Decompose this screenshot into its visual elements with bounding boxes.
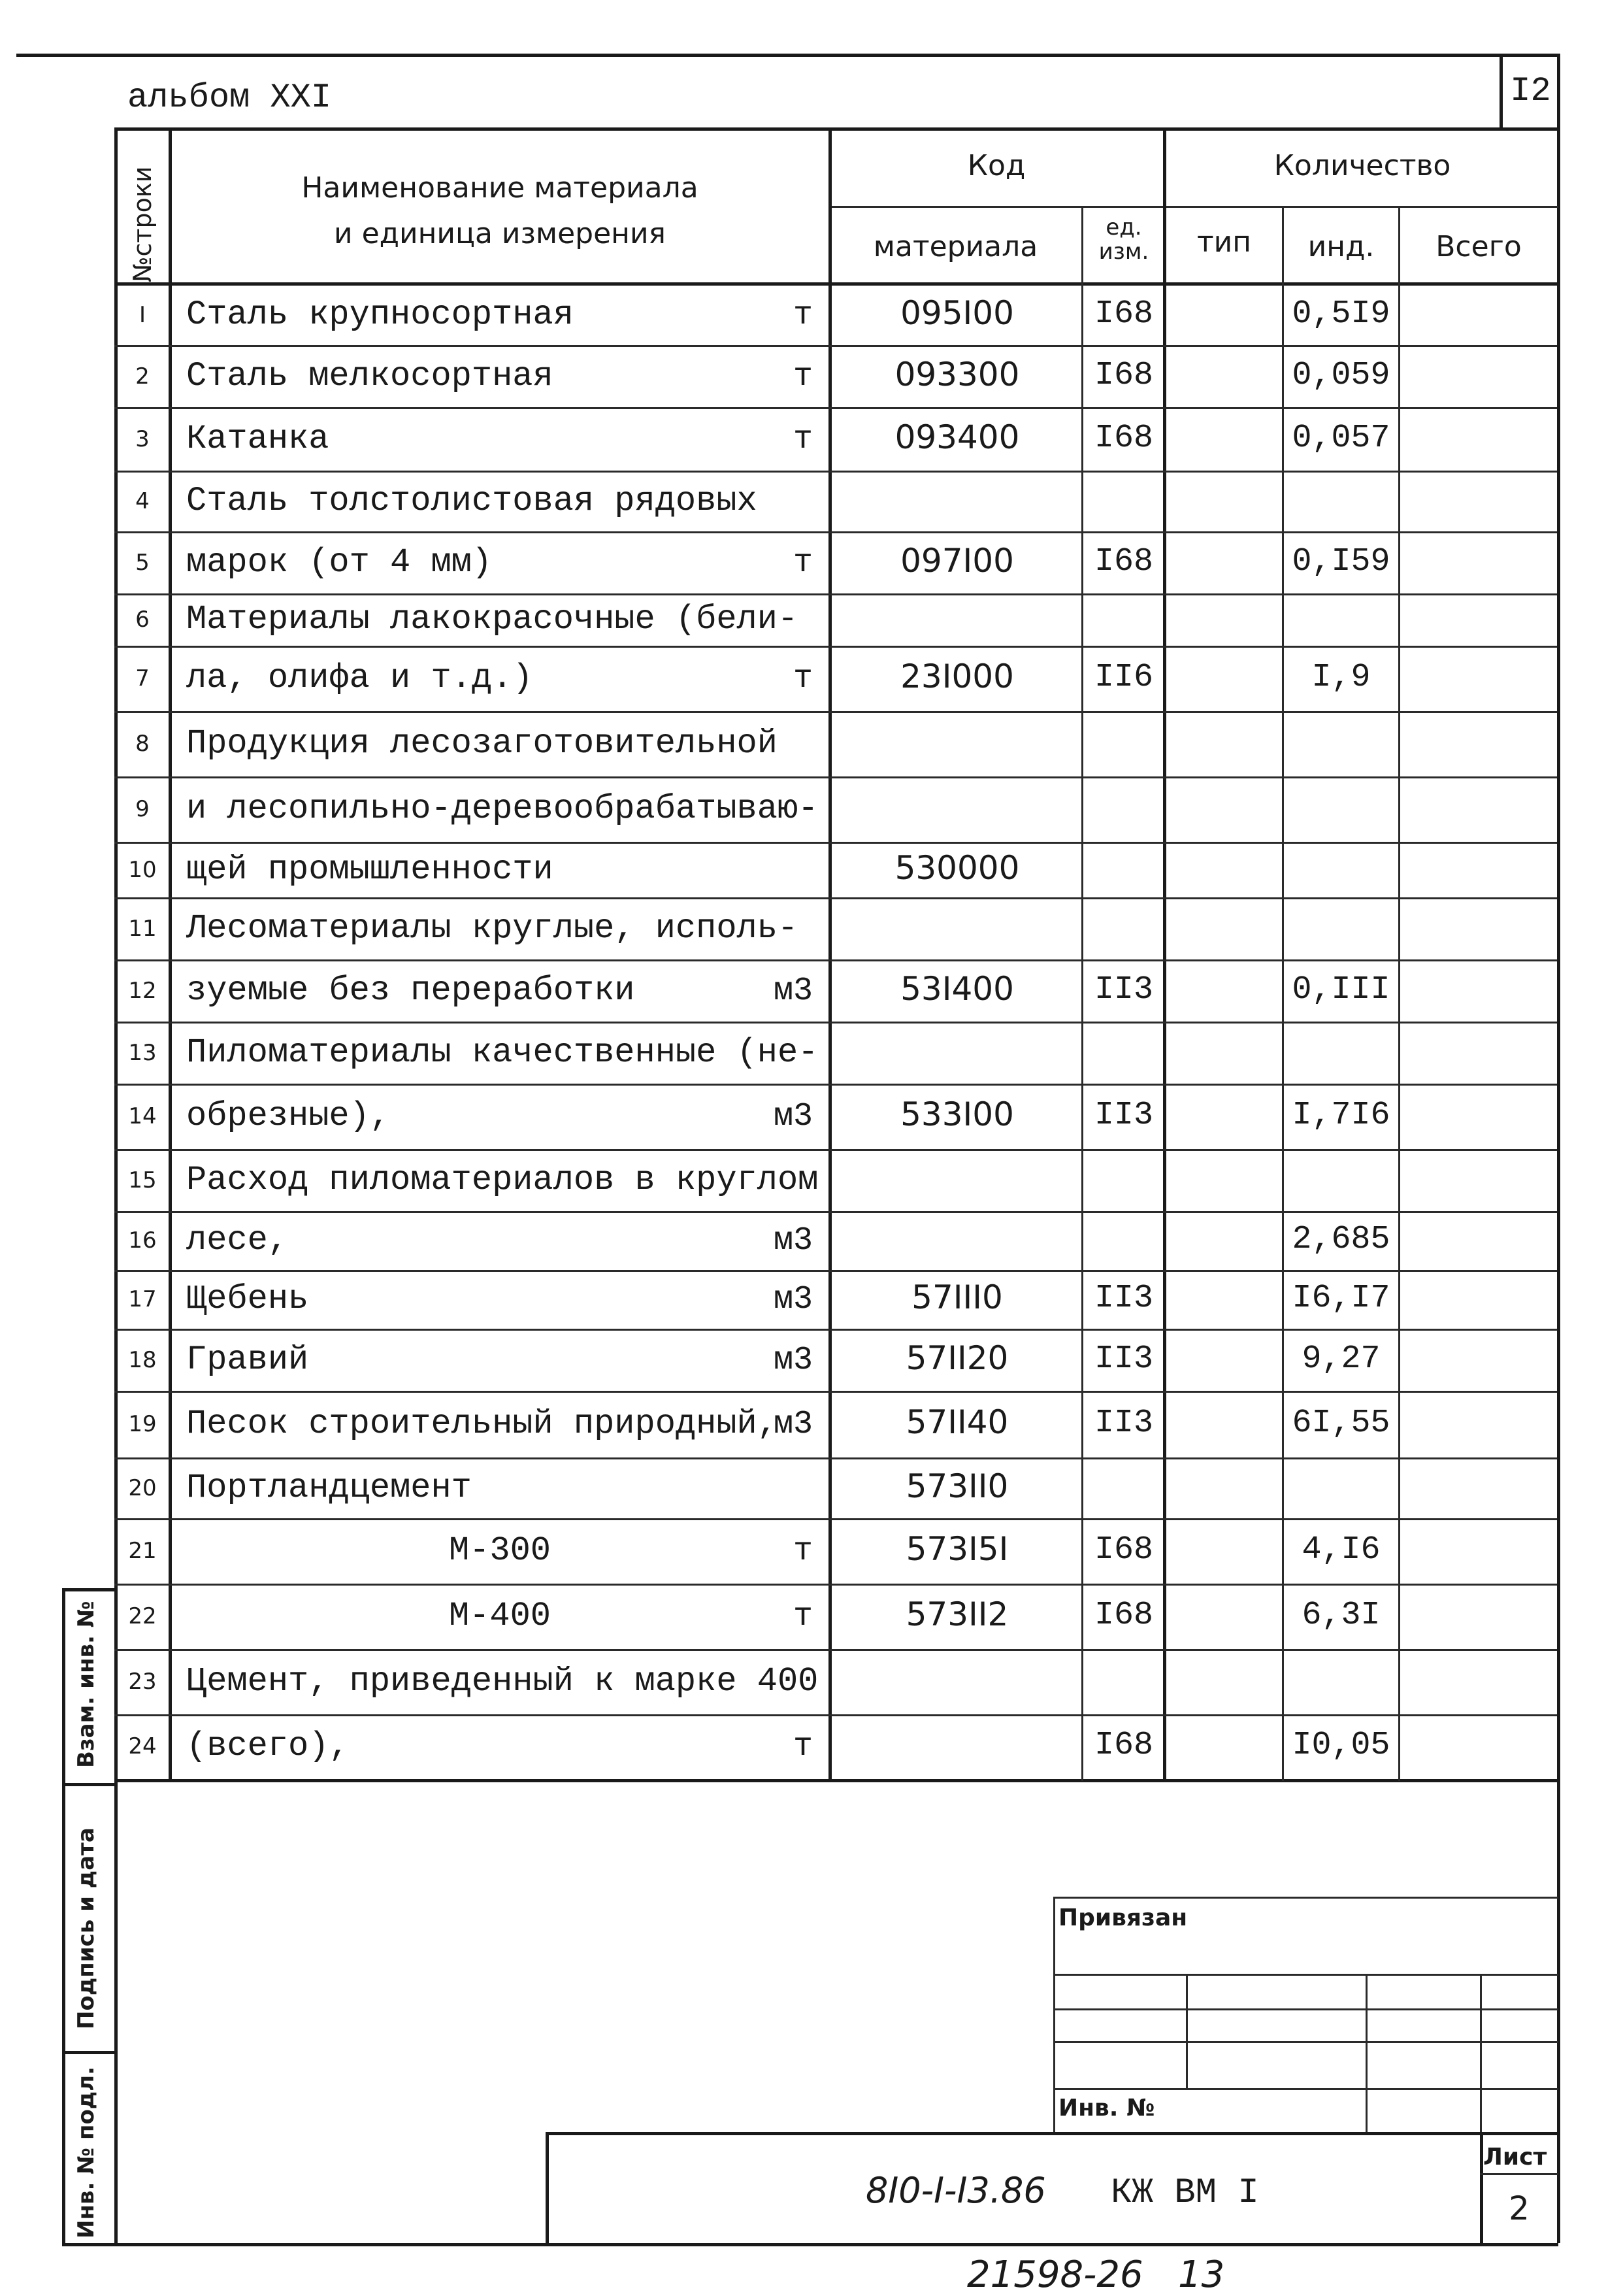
material-code: 093300 <box>894 355 1020 393</box>
unit-of-measure: т <box>793 420 813 458</box>
header-qty-type: тип <box>1197 225 1251 259</box>
row-separator <box>114 593 1557 595</box>
side-strip-left <box>62 1588 65 2245</box>
quantity-individual: I0,05 <box>1292 1726 1390 1764</box>
row-separator <box>114 407 1557 409</box>
header-code-unit: ед. изм. <box>1098 214 1149 265</box>
unit-code: II6 <box>1094 659 1153 696</box>
row-number: 19 <box>128 1411 157 1437</box>
title-block-left <box>546 2132 549 2245</box>
row-number: 15 <box>128 1167 157 1193</box>
material-name: Сталь крупносортная <box>186 295 574 334</box>
row-separator <box>114 897 1557 899</box>
material-code: 573II0 <box>906 1467 1009 1505</box>
right-border <box>1557 54 1560 2243</box>
unit-of-measure: т <box>793 358 813 395</box>
unit-of-measure: т <box>793 1727 813 1765</box>
col-line-code <box>1081 206 1083 1781</box>
unit-code: I68 <box>1094 419 1153 457</box>
footer-number: 21598-26 13 <box>967 2254 1225 2296</box>
document-designation: 8I0-I-I3.86 <box>866 2170 1046 2211</box>
stamp-left-line <box>1053 1897 1055 2132</box>
table-header-bottom <box>114 282 1557 286</box>
material-name: Продукция лесозаготовительной <box>186 724 778 763</box>
material-name: М-400 <box>448 1597 551 1635</box>
sheet-label: Лист <box>1483 2144 1547 2171</box>
unit-of-measure: м3 <box>773 1222 813 1259</box>
row-number: 10 <box>128 856 157 883</box>
row-separator <box>114 1457 1557 1459</box>
side-label-vzam: Взам. инв. № <box>73 1601 99 1768</box>
quantity-individual: 6I,55 <box>1292 1405 1390 1442</box>
material-name: Катанка <box>186 419 329 458</box>
header-qty-group: Количество <box>1273 149 1451 182</box>
material-name: щей промышленности <box>186 850 553 889</box>
header-name-line2: и единица измерения <box>333 217 666 250</box>
quantity-individual: 0,III <box>1292 971 1390 1008</box>
stamp-grid-vline-2 <box>1366 1974 1368 2132</box>
unit-of-measure: м3 <box>773 1281 813 1318</box>
row-separator <box>114 1211 1557 1213</box>
material-name: Материалы лакокрасочные (бели- <box>186 600 798 639</box>
stamp-grid-vline-3 <box>1480 1974 1482 2132</box>
bottom-border <box>62 2243 1558 2246</box>
unit-code: I68 <box>1094 356 1153 394</box>
quantity-individual: I,9 <box>1311 659 1371 696</box>
title-block-sheet-line <box>1480 2173 1558 2175</box>
stamp-grid-line-3 <box>1053 2041 1558 2043</box>
quantity-individual: 2,685 <box>1292 1221 1390 1258</box>
material-name: Щебень <box>186 1280 309 1318</box>
unit-of-measure: т <box>793 1533 813 1570</box>
material-name: Сталь толстолистовая рядовых <box>186 481 757 520</box>
title-block-top <box>546 2132 1558 2135</box>
header-code-material: материала <box>873 230 1038 263</box>
unit-of-measure: т <box>793 660 813 697</box>
quantity-individual: 0,I59 <box>1292 542 1390 580</box>
unit-code: I68 <box>1094 1726 1153 1764</box>
header-qty-total: Всего <box>1435 230 1522 263</box>
album-title: альбом XXI <box>127 78 332 117</box>
row-number: 4 <box>135 488 150 514</box>
row-number: 11 <box>128 915 157 942</box>
material-code: 095I00 <box>900 293 1014 332</box>
stamp-grid-line-2 <box>1053 2008 1558 2010</box>
material-code: 57II40 <box>906 1403 1009 1441</box>
row-separator <box>114 646 1557 648</box>
quantity-individual: I,7I6 <box>1292 1097 1390 1134</box>
material-code: 530000 <box>894 848 1020 887</box>
header-row-number: №строки <box>128 166 157 282</box>
row-number: I <box>139 301 146 328</box>
header-qty-ind: инд. <box>1307 230 1375 263</box>
row-separator <box>114 1084 1557 1086</box>
unit-code: II3 <box>1094 971 1153 1008</box>
row-number: 3 <box>135 425 150 452</box>
row-number: 23 <box>128 1669 157 1695</box>
quantity-individual: 0,059 <box>1292 356 1390 394</box>
row-number: 5 <box>135 549 150 576</box>
row-number: 12 <box>128 977 157 1004</box>
row-number: 22 <box>128 1603 157 1629</box>
row-separator <box>114 1329 1557 1331</box>
unit-of-measure: т <box>793 296 813 334</box>
quantity-individual: 0,5I9 <box>1292 295 1390 333</box>
row-number: 24 <box>128 1733 157 1759</box>
material-name: и лесопильно-деревообрабатываю- <box>186 790 819 828</box>
stamp-grid-vline-1 <box>1186 1974 1188 2088</box>
row-separator <box>114 1518 1557 1520</box>
material-name: Расход пиломатериалов в круглом <box>186 1160 819 1199</box>
side-strip-divider-2 <box>62 2051 118 2054</box>
unit-of-measure: м3 <box>773 1098 813 1135</box>
unit-code: II3 <box>1094 1340 1153 1378</box>
material-name: обрезные), <box>186 1097 391 1135</box>
side-label-podpis: Подпись и дата <box>73 1827 99 2029</box>
stamp-grid-line-4 <box>1053 2088 1558 2090</box>
table-top-line <box>114 127 1557 131</box>
material-name: ла, олифа и т.д.) <box>186 659 533 697</box>
row-separator <box>114 959 1557 961</box>
material-name: Гравий <box>186 1340 309 1379</box>
top-border <box>16 54 1558 57</box>
col-line-ind <box>1398 206 1400 1781</box>
row-separator <box>114 1391 1557 1393</box>
side-label-inv-podl: Инв. № подл. <box>73 2066 99 2238</box>
header-name-line1: Наименование материала <box>301 171 698 205</box>
row-separator <box>114 1649 1557 1651</box>
row-number: 18 <box>128 1346 157 1373</box>
col-line-meas <box>1163 127 1166 1781</box>
material-code: 57III0 <box>911 1278 1003 1316</box>
stamp-privyazan-label: Привязан <box>1058 1905 1188 1931</box>
material-code: 573I5I <box>906 1530 1009 1568</box>
material-code: 573II2 <box>906 1595 1009 1633</box>
row-separator <box>114 345 1557 347</box>
row-separator <box>114 711 1557 713</box>
quantity-individual: 4,I6 <box>1302 1531 1381 1569</box>
row-separator <box>114 842 1557 844</box>
row-number: 6 <box>135 607 150 633</box>
unit-of-measure: т <box>793 544 813 582</box>
row-separator <box>114 1270 1557 1272</box>
sheet-number: 2 <box>1509 2189 1530 2227</box>
unit-of-measure: т <box>793 1598 813 1635</box>
quantity-individual: 9,27 <box>1302 1340 1381 1378</box>
unit-code: II3 <box>1094 1405 1153 1442</box>
row-separator <box>114 1714 1557 1716</box>
row-number: 16 <box>128 1227 157 1254</box>
page-number: I2 <box>1510 72 1551 110</box>
unit-code: I68 <box>1094 542 1153 580</box>
row-number: 2 <box>135 363 150 390</box>
material-code: 097I00 <box>900 541 1014 580</box>
side-strip-top <box>62 1588 118 1591</box>
stamp-inv-no-label: Инв. № <box>1058 2095 1155 2121</box>
unit-of-measure: м3 <box>773 1341 813 1379</box>
material-name: Лесоматериалы круглые, исполь- <box>186 908 798 948</box>
unit-code: I68 <box>1094 295 1153 333</box>
material-code: 23I000 <box>900 657 1014 695</box>
row-separator <box>114 1022 1557 1023</box>
row-number: 9 <box>135 796 150 822</box>
unit-code: II3 <box>1094 1280 1153 1317</box>
quantity-individual: I6,I7 <box>1292 1280 1390 1317</box>
code-subheader-line <box>830 206 1558 208</box>
unit-code: I68 <box>1094 1531 1153 1569</box>
material-code: 57II20 <box>906 1339 1009 1377</box>
stamp-grid-line-1 <box>1053 1974 1558 1976</box>
material-name: Цемент, приведенный к марке 400 <box>186 1662 819 1701</box>
row-separator <box>114 531 1557 533</box>
side-strip-divider-1 <box>62 1783 118 1786</box>
row-number: 13 <box>128 1039 157 1066</box>
row-number: 17 <box>128 1286 157 1312</box>
material-name: зуемые без переработки <box>186 971 635 1010</box>
document-code: КЖ ВМ I <box>1111 2173 1259 2213</box>
material-name: Портландцемент <box>186 1468 472 1507</box>
row-separator <box>114 1149 1557 1151</box>
row-number: 21 <box>128 1538 157 1564</box>
row-separator <box>114 1584 1557 1586</box>
material-name: марок (от 4 мм) <box>186 542 493 582</box>
row-separator <box>114 471 1557 473</box>
material-code: 53I400 <box>900 969 1014 1008</box>
material-code: 533I00 <box>900 1095 1014 1133</box>
material-name: (всего), <box>186 1726 350 1765</box>
unit-code: I68 <box>1094 1597 1153 1634</box>
quantity-individual: 6,3I <box>1302 1597 1381 1634</box>
header-code-group: Код <box>967 149 1026 182</box>
quantity-individual: 0,057 <box>1292 419 1390 457</box>
material-name: Сталь мелкосортная <box>186 356 553 395</box>
row-separator <box>114 776 1557 778</box>
material-name: М-300 <box>448 1531 551 1570</box>
row-number: 20 <box>128 1474 157 1501</box>
row-number: 8 <box>135 731 150 757</box>
unit-code: II3 <box>1094 1097 1153 1134</box>
material-code: 093400 <box>894 418 1020 456</box>
row-number: 14 <box>128 1103 157 1129</box>
unit-of-measure: м3 <box>773 1406 813 1443</box>
unit-of-measure: м3 <box>773 972 813 1010</box>
material-name: лесе, <box>186 1221 289 1259</box>
table-bottom-line <box>114 1779 1557 1782</box>
stamp-privyazan-top <box>1053 1897 1558 1899</box>
material-name: Пиломатериалы качественные (не- <box>186 1033 819 1072</box>
material-name: Песок строительный природный, <box>186 1405 778 1443</box>
row-number: 7 <box>135 665 150 691</box>
